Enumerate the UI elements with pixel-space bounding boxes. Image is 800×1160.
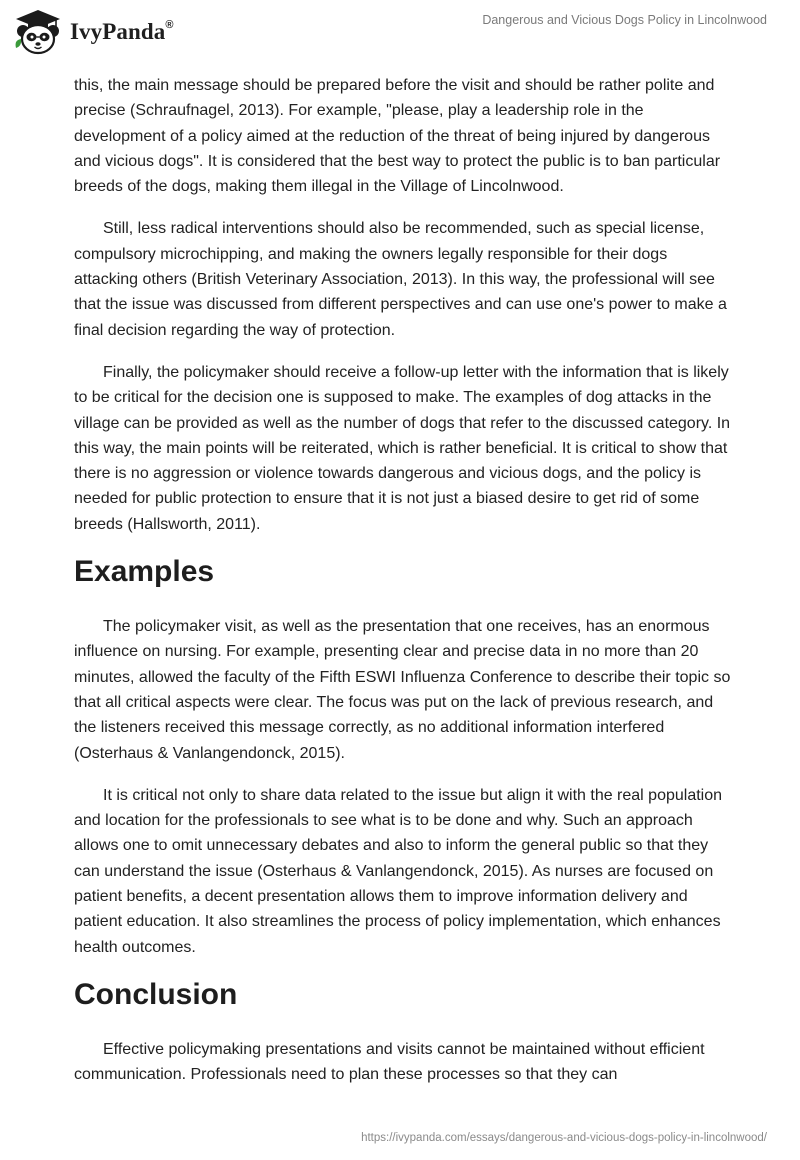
panda-graduate-icon [12, 8, 64, 56]
heading-conclusion: Conclusion [74, 977, 238, 1011]
ivypanda-logo[interactable] [12, 8, 174, 56]
paragraph-2: Still, less radical interventions should also be recommended, such as special license, compulsory microchipping, and making the owners legally responsible for their dogs attacking others (British Veterinary Association, 2013). In this way, the professional will see that the issue was discussed from different perspectives and can use one's power to make a final decision regarding the way of protection. [74, 220, 727, 339]
paragraph-1: this, the main message should be prepared before the visit and should be rather polite and precise (Schraufnagel, 2013). For example, "please, play a leadership role in the development of a policy aimed at the reduction of the threat of being injured by dangerous and vicious dogs". It is considered that the best way to protect the public is to ban particular breeds of the dogs, making them illegal in the Village of Lincolnwood. [74, 77, 721, 196]
paragraph-6: Effective policymaking presentations and visits cannot be maintained without efficient communication. Professionals need to plan these processes so that they can [74, 1040, 705, 1084]
essay-body [74, 73, 734, 1105]
brand-name: IvyPanda® [70, 19, 174, 44]
paragraph-5: It is critical not only to share data related to the issue but align it with the real population and location for the professionals to see what is to be done and why. Such an approach allows one to omit unnecessary debates and also to inform the general public so that they can understand the issue (Osterhaus & Vanlangendonck, 2015). As nurses are focused on patient benefits, a decent presentation allows them to improve information delivery and patient education. It also streamlines the process of policy implementation, which enhances health outcomes. [74, 786, 723, 956]
paragraph-3: Finally, the policymaker should receive a follow-up letter with the information that is likely to be critical for the decision one is supposed to make. The examples of dog attacks in the village can be provided as well as the number of dogs that refer to the discussed category. In this way, the main points will be reiterated, which is rather beneficial. It is critical to show that there is no aggression or violence towards dangerous and vicious dogs, and the policy is needed for public protection to ensure that it is not just a biased desire to get rid of some breeds (Hallsworth, 2011). [74, 363, 731, 533]
page-header [0, 0, 800, 72]
paragraph-4: The policymaker visit, as well as the presentation that one receives, has an enormous influence on nursing. For example, presenting clear and precise data in no more than 20 minutes, allowed the faculty of the Fifth ESWI Influenza Conference to describe their topic so that all critical aspects were clear. The focus was put on the lack of previous research, and the listeners received this message correctly, as no additional information interfered (Osterhaus & Vanlangendonck, 2015). [74, 618, 731, 762]
source-url[interactable]: https://ivypanda.com/essays/dangerous-and-vicious-dogs-policy-in-lincolnwood/ [361, 1132, 767, 1144]
document-title: Dangerous and Vicious Dogs Policy in Lincolnwood [482, 13, 767, 27]
heading-examples: Examples [74, 555, 215, 589]
